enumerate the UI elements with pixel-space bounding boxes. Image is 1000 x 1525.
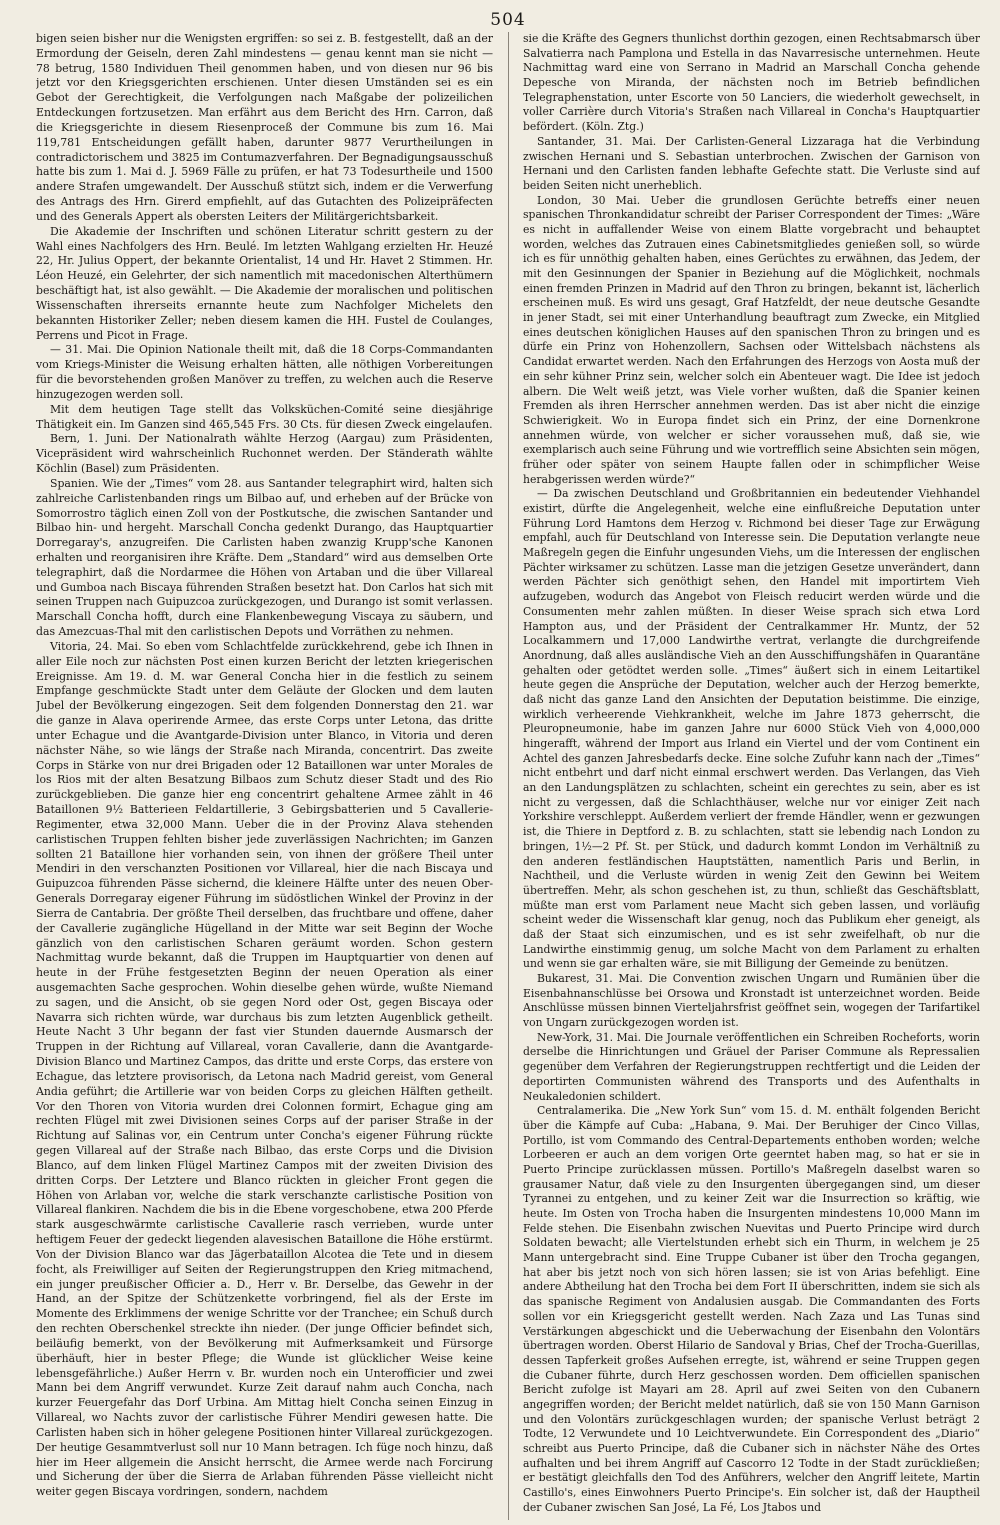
article-paragraph: New-York, 31. Mai. Die Journale veröffentlichen ein Schreiben Rocheforts, worin derselbe die Hinrichtungen und Gräuel der Pariser Commune als Repressalien gegenüber dem Verfahren der Regierungstruppen rechtfertigt und die Leiden der deportirten Communisten während des Transports und des Aufenthalts in Neukaledonien schildert. [523,1030,980,1103]
article-paragraph: Santander, 31. Mai. Der Carlisten-General Lizzaraga hat die Verbindung zwischen Hernani und S. Sebastian unterbrochen. Zwischen der Garnison von Hernani und den Carlisten fanden lebhafte Gefechte statt. Die Verluste sind auf beiden Seiten nicht unerheblich. [523,134,980,192]
article-paragraph: Bukarest, 31. Mai. Die Convention zwischen Ungarn und Rumänien über die Eisenbahnanschlüsse bei Orsowa und Kronstadt ist unterzeichnet worden. Beide Anschlüsse müssen binnen Vierteljahrsfrist geöffnet sein, wogegen der Tarifartikel von Ungarn zurückgezogen worden ist. [523,972,980,1030]
right-column [523,32,980,1520]
left-column [36,32,493,1520]
article-paragraph: — 31. Mai. Die Opinion Nationale theilt mit, daß die 18 Corps-Commandanten vom Kriegs-Minister die Weisung erhalten hätten, alle nöthigen Vorbereitungen für die bevorstehenden großen Manöver zu treffen, zu welchen auch die Reserve hinzugezogen werden soll. [36,343,493,401]
page-number: 504 [490,10,526,30]
article-paragraph: sie die Kräfte des Gegners thunlichst dorthin gezogen, einen Rechtsabmarsch über Salvatierra nach Pamplona und Estella in das Navarresische unternehmen. Heute Nachmittag ward eine von Serrano in Madrid an Marschall Concha gehende Depesche von Miranda, der nächsten noch im Betrieb befindlichen Telegraphenstation, unter Escorte von 50 Lanciers, die wiederholt gewechselt, in voller Carrière durch Vitoria's Straßen nach Villareal in Concha's Hauptquartier befördert. (Köln. Ztg.) [523,32,980,134]
text-columns [36,32,980,1520]
article-paragraph: Bern, 1. Juni. Der Nationalrath wählte Herzog (Aargau) zum Präsidenten, Vicepräsident wird wahrscheinlich Ruchonnet werden. Der Ständerath wählte Köchlin (Basel) zum Präsidenten. [36,432,493,476]
article-paragraph: Mit dem heutigen Tage stellt das Volksküchen-Comité seine diesjährige Thätigkeit ein. Im Ganzen sind 465,545 Frs. 30 Cts. für diesen Zweck eingelaufen. [36,402,493,431]
article-paragraph: Centralamerika. Die „New York Sun“ vom 15. d. M. enthält folgenden Bericht über die Kämpfe auf Cuba: „Habana, 9. Mai. Der Beruhiger der Cinco Villas, Portillo, ist vom Commando des Central-Departements enthoben worden; welche Lorbeeren er auch an dem vorigen Orte geerntet haben mag, so hat er sie in Puerto Principe zurücklassen müssen. Portillo's Maßregeln daselbst waren so grausamer Natur, daß viele zu den Insurgenten übergegangen sind, um dieser Tyrannei zu entgehen, und zu keiner Zeit war die Insurrection so kräftig, wie heute. Im Osten von Trocha haben die Insurgenten mindestens 10,000 Mann im Felde stehen. Die Eisenbahn zwischen Nuevitas und Puerto Principe wird durch Soldaten bewacht; alle Viertelstunden erhebt sich ein Thurm, in welchem je 25 Mann untergebracht sind. Eine Truppe Cubaner ist über den Trocha gegangen, hat aber bis jetzt noch von sich hören lassen; sie ist von Arias befehligt. Eine andere Abtheilung hat den Trocha bei dem Fort II überschritten, indem sie sich als das spanische Regiment von Andalusien ausgab. Die Commandanten des Forts sollen vor ein Kriegsgericht gestellt werden. Nach Zaza und Las Tunas sind Verstärkungen abgeschickt und die Ueberwachung der Eisenbahn den Volontärs übertragen worden. Oberst Hilario de Sandoval y Brias, Chef der Trocha-Guerillas, dessen Tapferkeit großes Aufsehen erregte, ist, während er seine Truppen gegen die Cubaner führte, durch Herz geschossen worden. Dem officiellen spanischen Bericht zufolge ist Mayari am 28. April auf zwei Seiten von den Cubanern angegriffen worden; der Bericht meldet natürlich, daß sie von 150 Mann Garnison und den Volontärs zurückgeschlagen wurden; der spanische Verlust beträgt 2 Todte, 12 Verwundete und 10 Leichtverwundete. Ein Correspondent des „Diario“ schreibt aus Puerto Principe, daß die Cubaner sich in nächster Nähe des Ortes aufhalten und bei ihrem Angriff auf Cascorro 12 Todte in der Stadt zurückließen; er bestätigt gleichfalls den Tod des Anführers, welcher den Angriff leitete, Martin Castillo's, eines Einwohners Puerto Principe's. Ein solcher ist, daß der Hauptheil der Cubaner zwischen San José, La Fé, Los Jtabos und [523,1104,980,1514]
article-paragraph: bigen seien bisher nur die Wenigsten ergriffen: so sei z. B. festgestellt, daß an der Ermordung der Geiseln, deren Zahl mindestens — genau kennt man sie nicht — 78 betrug, 1580 Individuen Theil genommen haben, und von diesen nur 96 bis jetzt vor den Kriegsgerichten erschienen. Unter diesen Umständen sei es ein Gebot der Gerechtigkeit, die Verfolgungen nach Maßgabe der polizeilichen Entdeckungen fortzusetzen. Man erfährt aus dem Bericht des Hrn. Carron, daß die Kriegsgerichte in diesem Riesenproceß der Commune bis zum 16. Mai 119,781 Entscheidungen gefällt haben, darunter 9877 Verurtheilungen in contradictorischem und 3825 im Contumazverfahren. Der Begnadigungsausschuß hatte bis zum 1. Mai d. J. 5969 Fälle zu prüfen, er hat 73 Todesurtheile und 1500 andere Strafen umgewandelt. Der Ausschuß stützt sich, indem er die Verwerfung des Antrags des Hrn. Girerd empfiehlt, auf das Gutachten des Polizeipräfecten und des Generals Appert als obersten Leiters der Militärgerichtsbarkeit. [36,32,493,223]
article-paragraph: — Da zwischen Deutschland und Großbritannien ein bedeutender Viehhandel existirt, dürfte die Angelegenheit, welche eine einflußreiche Deputation unter Führung Lord Hamtons dem Herzog v. Richmond bei dieser Tage zur Erwägung empfahl, auch für Deutschland von Interesse sein. Die Deputation verlangte neue Maßregeln gegen die Einfuhr ungesunden Viehs, um die Interessen der englischen Pächter wirksamer zu schützen. Lasse man die jetzigen Gesetze unverändert, dann werden Pächter sich genöthigt sehen, den Handel mit importirtem Vieh aufzugeben, wodurch das Angebot von Fleisch reducirt werden würde und die Consumenten mehr zahlen müßten. In dieser Weise sprach sich etwa Lord Hampton aus, und der Präsident der Centralkammer Hr. Muntz, der 52 Localkammern und 17,000 Landwirthe vertrat, verlangte die durchgreifende Anordnung, daß alles ausländische Vieh an den Ausschiffungshäfen in Quarantäne gehalten oder getödtet werden solle. „Times“ äußert sich in einem Leitartikel heute gegen die Ansprüche der Deputation, welcher auch der Herzog bemerkte, daß nicht das ganze Land den Ansichten der Deputation beistimme. Die einzige, wirklich verheerende Viehkrankheit, welche im Jahre 1873 geherrscht, die Pleuropneumonie, habe im ganzen Jahre nur 6000 Stück Vieh von 4,000,000 hingerafft, während der Import aus Irland ein Viertel und der vom Continent ein Achtel des ganzen Jahresbedarfs decke. Eine solche Zufuhr kann nach der „Times“ nicht entbehrt und darf nicht einmal erschwert werden. Das Verlangen, das Vieh an den Landungsplätzen zu schlachten, scheint ein gerechtes zu sein, aber es ist nicht zu vergessen, daß die Schlachthäuser, welche nur vor einiger Zeit nach Yorkshire verschleppt. Außerdem verliert der fremde Händler, wenn er gezwungen ist, die Thiere in Deptford z. B. zu schlachten, statt sie lebendig nach London zu bringen, 1½—2 Pf. St. per Stück, und dadurch kommt London im Verhältniß zu den anderen festländischen Hauptstätten, namentlich Paris und Berlin, in Nachtheil, und die Verluste würden in wenig Zeit den Gewinn bei Weitem übertreffen. Mehr, als schon geschehen ist, zu thun, schließt das Geschäftsblatt, müßte man erst vom Parlament neue Macht sich geben lassen, und vorläufig scheint weder die Wissenschaft klar genug, noch das Publikum eher geneigt, als daß der Staat sich einzumischen, und es ist sehr zweifelhaft, ob nur die Landwirthe einstimmig genug, um solche Macht von dem Parlament zu erhalten und wenn sie gar erhalten wäre, sie mit Billigung der Gemeinde zu benützen. [523,487,980,971]
column-divider [508,32,509,1520]
article-paragraph: Vitoria, 24. Mai. So eben vom Schlachtfelde zurückkehrend, gebe ich Ihnen in aller Eile noch zur nächsten Post einen kurzen Bericht der letzten kriegerischen Ereignisse. Am 19. d. M. war General Concha hier in die festlich zu seinem Empfange geschmückte Stadt unter dem Geläute der Glocken und dem lauten Jubel der Bevölkerung eingezogen. Seit dem folgenden Donnerstag den 21. war die ganze in Alava operirende Armee, das erste Corps unter Letona, das dritte unter Echague und die Avantgarde-Division unter Blanco, in Vitoria und deren nächster Nähe, so wie längs der Straße nach Miranda, concentrirt. Das zweite Corps in Stärke von nur drei Brigaden oder 12 Bataillonen war unter Morales de los Rios mit der alten Besatzung Bilbaos zum Schutz dieser Stadt und des Rio zurückgeblieben. Die ganze hier eng concentrirt gehaltene Armee zählt in 46 Bataillonen 9½ Batterieen Feldartillerie, 3 Gebirgsbatterien und 5 Cavallerie-Regimenter, etwa 32,000 Mann. Ueber die in der Provinz Alava stehenden carlistischen Truppen fehlten bisher jede zuverlässigen Nachrichten; im Ganzen sollten 21 Bataillone hier vorhanden sein, von ihnen der größere Theil unter Mendiri in den verschanzten Positionen vor Villareal, hier die nach Biscaya und Guipuzcoa führenden Pässe sichernd, die kleinere Hälfte unter des neuen Ober-Generals Dorregaray eigener Führung im südöstlichen Winkel der Provinz in der Sierra de Cantabria. Der größte Theil derselben, das fruchtbare und offene, daher der Cavallerie zugängliche Hügelland in der Mitte war seit Beginn der Woche gänzlich von den carlistischen Scharen geräumt worden. Schon gestern Nachmittag wurde bekannt, daß die Truppen im Hauptquartier von denen auf heute in der Frühe festgesetzten Beginn der neuen Operation als einer ausgemachten Sache gesprochen. Wohin dieselbe gehen würde, wußte Niemand zu sagen, und die Ansicht, ob sie gegen Nord oder Ost, gegen Biscaya oder Navarra sich richten würde, war durchaus bis zum letzten Augenblick getheilt. Heute Nacht 3 Uhr begann der fast vier Stunden dauernde Ausmarsch der Truppen in der Richtung auf Villareal, voran Cavallerie, dann die Avantgarde-Division Blanco und Martinez Campos, das dritte und erste Corps, das erstere von Echague, das letztere provisorisch, da Letona nach Madrid gereist, vom General Andia geführt; die Artillerie war von beiden Corps zu gleichen Hälften getheilt. Vor den Thoren von Vitoria wurden drei Colonnen formirt, Echague ging am rechten Flügel mit zwei Divisionen seines Corps auf der pariser Straße in der Richtung auf Salinas vor, ein Centrum unter Concha's eigener Führung rückte gegen Villareal auf der Straße nach Bilbao, das erste Corps und die Division Blanco, auf dem linken Flügel Martinez Campos mit der zweiten Division des dritten Corps. Der Letztere und Blanco rückten in gleicher Front gegen die Höhen von Arlaban vor, welche die stark verschanzte carlistische Position von Villareal flankiren. Nachdem die bis in die Ebene vorgeschobene, etwa 200 Pferde stark ausgeschwärmte carlistische Cavallerie rasch verrieben, wurde unter heftigem Feuer der gedeckt liegenden alavesischen Bataillone die Höhe erstürmt. Von der Division Blanco war das Jägerbataillon Alcotea die Tete und in diesem focht, als Freiwilliger auf Seiten der Regierungstruppen den Krieg mitmachend, ein junger preußischer Officier a. D., Herr v. Br. Derselbe, das Gewehr in der Hand, an der Spitze der Schützenkette vorbringend, fiel als der Erste im Momente des Erklimmens der wenige Schritte vor der Tranchee; ein Schuß durch den rechten Oberschenkel streckte ihn nieder. (Der junge Officier befindet sich, beiläufig bemerkt, von der Bevölkerung mit Aufmerksamkeit und Fürsorge überhäuft, hier in bester Pflege; die Wunde ist glücklicher Weise keine lebensgefährliche.) Außer Herrn v. Br. wurden noch ein Unterofficier und zwei Mann bei dem Angriff verwundet. Kurze Zeit darauf nahm auch Concha, nach kurzer Feuergefahr das Dorf Urbina. Am Mittag hielt Concha seinen Einzug in Villareal, wo Nachts zuvor der carlistische Führer Mendiri gewesen hatte. Die Carlisten haben sich in höher gelegene Positionen hinter Villareal zurückgezogen. Der heutige Gesammtverlust soll nur 10 Mann betragen. Ich füge noch hinzu, daß hier im Heer allgemein die Ansicht herrscht, die Armee werde nach Forcirung und Sicherung der über die Sierra de Arlaban führenden Pässe vielleicht nicht weiter gegen Biscaya vordringen, sondern, nachdem [36,639,493,1499]
article-paragraph: Die Akademie der Inschriften und schönen Literatur schritt gestern zu der Wahl eines Nachfolgers des Hrn. Beulé. Im letzten Wahlgang erzielten Hr. Heuzé 22, Hr. Julius Oppert, der bekannte Orientalist, 14 und Hr. Havet 2 Stimmen. Hr. Léon Heuzé, ein Gelehrter, der sich namentlich mit macedonischen Alterthümern beschäftigt hat, ist also gewählt. — Die Akademie der moralischen und politischen Wissenschaften ihrerseits ernannte heute zum Nachfolger Michelets den bekannten Historiker Zeller; neben diesem kamen die HH. Fustel de Coulanges, Perrens und Picot in Frage. [36,224,493,342]
article-paragraph: Spanien. Wie der „Times“ vom 28. aus Santander telegraphirt wird, halten sich zahlreiche Carlistenbanden rings um Bilbao auf, und erheben auf der Brücke von Somorrostro täglich einen Zoll von der Postkutsche, die zwischen Santander und Bilbao hin- und hergeht. Marschall Concha gedenkt Durango, das Hauptquartier Dorregaray's, anzugreifen. Die Carlisten haben zwanzig Krupp'sche Kanonen erhalten und reorganisiren ihre Kräfte. Dem „Standard“ wird aus demselben Orte telegraphirt, daß die Nordarmee die Höhen von Artaban und die über Villareal und Gumboa nach Biscaya führenden Straßen besetzt hat. Don Carlos hat sich mit seinen Truppen nach Guipuzcoa zurückgezogen, und Durango ist somit verlassen. Marschall Concha hofft, durch eine Flankenbewegung Viscaya zu säubern, und das Amezcuas-Thal mit den carlistischen Depots und Vorräthen zu nehmen. [36,476,493,639]
article-paragraph: London, 30 Mai. Ueber die grundlosen Gerüchte betreffs einer neuen spanischen Thronkandidatur schreibt der Pariser Correspondent der Times: „Wäre es nicht in auffallender Weise von einem Blatte vorgebracht und behauptet worden, welches das Zutrauen eines Cabinetsmitgliedes genießen soll, so würde ich es für unnöthig gehalten haben, eines Gerüchtes zu erwähnen, das Jedem, der mit den Gesinnungen der Spanier in Beziehung auf die Möglichkeit, nochmals einen fremden Prinzen in Madrid auf den Thron zu bringen, bekannt ist, lächerlich erscheinen muß. Es wird uns gesagt, Graf Hatzfeldt, der neue deutsche Gesandte in jener Stadt, sei mit einer Unterhandlung beauftragt zum Zwecke, ein Mitglied eines deutschen königlichen Hauses auf den spanischen Thron zu bringen und es dürfe ein Prinz von Hohenzollern, Sachsen oder Wittelsbach nächstens als Candidat erwartet werden. Nach den Erfahrungen des Herzogs von Aosta muß der ein sehr kühner Prinz sein, welcher solch ein Abenteuer wagt. Die Idee ist jedoch albern. Die Welt weiß jetzt, was Viele vorher wußten, daß die Spanier keinen Fremden als ihren Herrscher annehmen werden. Das ist aber nicht die einzige Schwierigkeit. Wo in Europa findet sich ein Prinz, der eine Dornenkrone annehmen würde, von welcher er sicher voraussehen muß, daß sie, wie exemplarisch auch seine Führung und wie vortrefflich seine Absichten sein mögen, früher oder später von seinem Haupte fallen oder in schimpflicher Weise herabgerissen werden würde?“ [523,193,980,486]
